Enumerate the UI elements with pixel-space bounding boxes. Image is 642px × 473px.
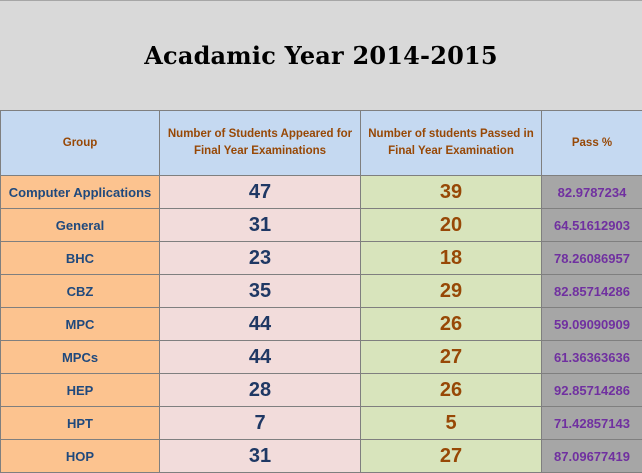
cell-appeared[interactable]: 44 xyxy=(160,341,361,374)
cell-group[interactable]: HOP xyxy=(1,440,160,473)
table-row xyxy=(1,275,642,308)
cell-group[interactable]: General xyxy=(1,209,160,242)
cell-appeared[interactable]: 28 xyxy=(160,374,361,407)
cell-pass-pct[interactable]: 71.42857143 xyxy=(542,407,642,440)
cell-passed[interactable]: 27 xyxy=(361,341,542,374)
cell-appeared[interactable]: 23 xyxy=(160,242,361,275)
cell-appeared[interactable]: 31 xyxy=(160,209,361,242)
table-row xyxy=(1,209,642,242)
table-row xyxy=(1,176,642,209)
results-table xyxy=(0,110,642,473)
cell-pass-pct[interactable]: 87.09677419 xyxy=(542,440,642,473)
header-appeared[interactable]: Number of Students Appeared for Final Year Examinations xyxy=(160,111,361,176)
cell-group[interactable]: BHC xyxy=(1,242,160,275)
cell-passed[interactable]: 5 xyxy=(361,407,542,440)
cell-group[interactable]: HPT xyxy=(1,407,160,440)
cell-group[interactable]: HEP xyxy=(1,374,160,407)
header-passed[interactable]: Number of students Passed in Final Year Examination xyxy=(361,111,542,176)
cell-group[interactable]: Computer Applications xyxy=(1,176,160,209)
table-row xyxy=(1,242,642,275)
cell-appeared[interactable]: 44 xyxy=(160,308,361,341)
cell-passed[interactable]: 27 xyxy=(361,440,542,473)
table-row xyxy=(1,308,642,341)
cell-passed[interactable]: 18 xyxy=(361,242,542,275)
cell-group[interactable]: CBZ xyxy=(1,275,160,308)
cell-passed[interactable]: 29 xyxy=(361,275,542,308)
cell-appeared[interactable]: 31 xyxy=(160,440,361,473)
cell-pass-pct[interactable]: 78.26086957 xyxy=(542,242,642,275)
cell-group[interactable]: MPCs xyxy=(1,341,160,374)
table-row xyxy=(1,407,642,440)
header-pass-pct[interactable]: Pass % xyxy=(542,111,642,176)
cell-pass-pct[interactable]: 82.9787234 xyxy=(542,176,642,209)
cell-pass-pct[interactable]: 59.09090909 xyxy=(542,308,642,341)
cell-passed[interactable]: 26 xyxy=(361,308,542,341)
cell-appeared[interactable]: 35 xyxy=(160,275,361,308)
title-band xyxy=(0,0,642,110)
cell-passed[interactable]: 20 xyxy=(361,209,542,242)
header-row xyxy=(1,111,642,176)
cell-pass-pct[interactable]: 92.85714286 xyxy=(542,374,642,407)
table-row xyxy=(1,440,642,473)
table-row xyxy=(1,374,642,407)
sheet-title: Acadamic Year 2014-2015 xyxy=(144,41,498,70)
cell-pass-pct[interactable]: 82.85714286 xyxy=(542,275,642,308)
cell-appeared[interactable]: 47 xyxy=(160,176,361,209)
table-row xyxy=(1,341,642,374)
cell-passed[interactable]: 26 xyxy=(361,374,542,407)
cell-passed[interactable]: 39 xyxy=(361,176,542,209)
header-group[interactable]: Group xyxy=(1,111,160,176)
cell-pass-pct[interactable]: 61.36363636 xyxy=(542,341,642,374)
cell-group[interactable]: MPC xyxy=(1,308,160,341)
cell-pass-pct[interactable]: 64.51612903 xyxy=(542,209,642,242)
cell-appeared[interactable]: 7 xyxy=(160,407,361,440)
